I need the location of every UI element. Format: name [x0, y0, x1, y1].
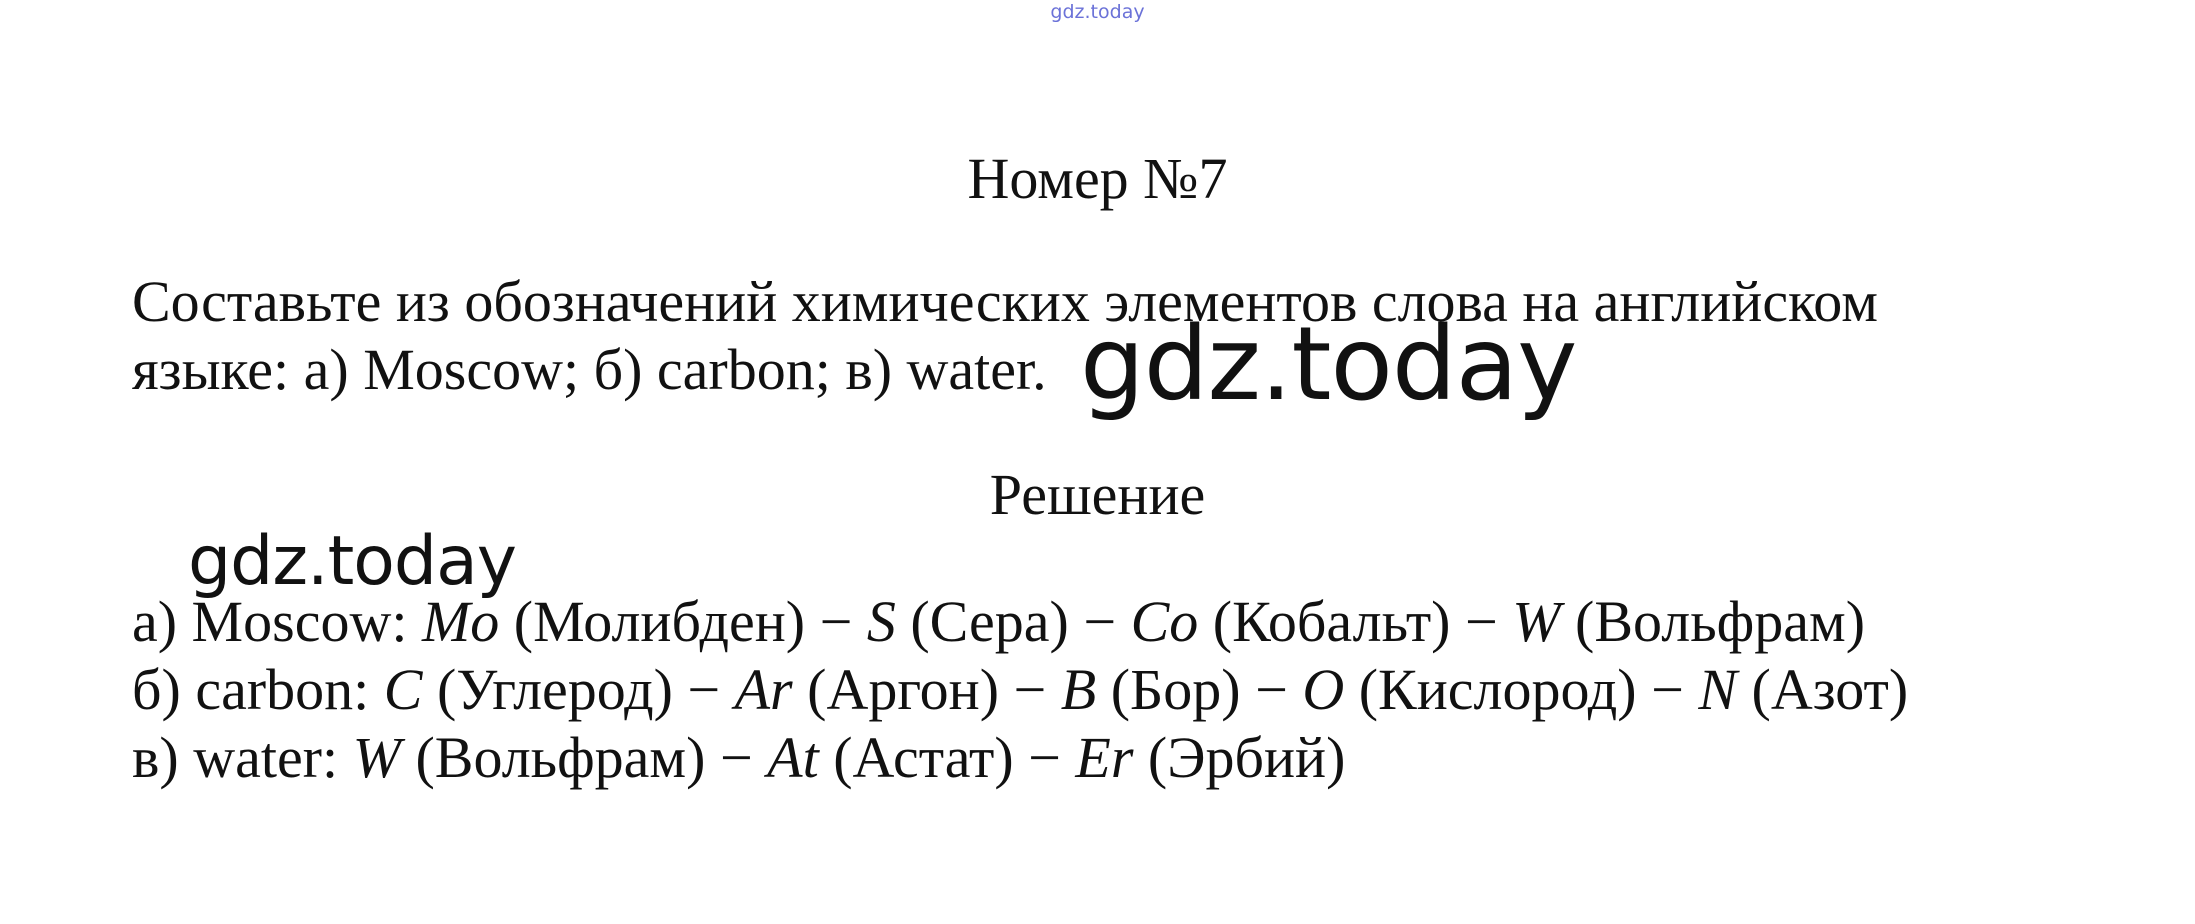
element-name: (Астат): [818, 725, 1014, 790]
answer-list: [132, 588, 1908, 792]
element-name: (Вольфрам): [400, 725, 706, 790]
element-symbol: B: [1060, 657, 1097, 722]
problem-statement: [132, 268, 1878, 404]
element-name: (Аргон): [792, 657, 1000, 722]
element-symbol: S: [866, 589, 896, 654]
element-symbol: W: [352, 725, 401, 790]
separator: −: [805, 589, 867, 654]
solution-title: Решение: [989, 462, 1206, 527]
separator: −: [672, 657, 735, 722]
element-symbol: N: [1698, 657, 1738, 722]
element-symbol: Er: [1075, 725, 1134, 790]
element-name: (Углерод): [422, 657, 673, 722]
element-name: (Молибден): [499, 589, 806, 654]
element-symbol: C: [383, 657, 423, 722]
separator: −: [1013, 725, 1076, 790]
element-symbol: Mo: [421, 589, 500, 654]
separator: −: [1240, 657, 1303, 722]
answer-line: [132, 656, 1908, 724]
answer-line: [132, 724, 1908, 792]
site-mark: gdz.today: [1050, 1, 1145, 23]
separator: −: [1636, 657, 1699, 722]
separator: −: [999, 657, 1061, 722]
watermark-small: gdz.today: [188, 522, 516, 601]
answer-prefix: б) carbon:: [132, 657, 384, 722]
element-name: (Азот): [1737, 657, 1909, 722]
element-symbol: O: [1302, 657, 1345, 722]
element-name: (Эрбий): [1133, 725, 1346, 790]
watermark-large: gdz.today: [1080, 305, 1577, 424]
answer-line: [132, 588, 1908, 656]
element-name: (Кислород): [1344, 657, 1637, 722]
element-symbol: W: [1512, 589, 1561, 654]
element-name: (Кобальт): [1198, 589, 1451, 654]
problem-text-line-1: Составьте из обозначений химических элементов слова на английском: [132, 269, 1878, 334]
element-name: (Вольфрам): [1560, 589, 1866, 654]
problem-title: Номер №7: [967, 146, 1228, 211]
element-name: (Бор): [1096, 657, 1241, 722]
separator: −: [1450, 589, 1513, 654]
answer-prefix: а) Moscow:: [132, 589, 422, 654]
element-name: (Сера): [895, 589, 1069, 654]
problem-text-line-2: языке: а) Moscow; б) carbon; в) water.: [132, 337, 1047, 402]
separator: −: [1068, 589, 1131, 654]
element-symbol: At: [767, 725, 819, 790]
answer-prefix: в) water:: [132, 725, 353, 790]
element-symbol: Ar: [734, 657, 793, 722]
element-symbol: Co: [1130, 589, 1199, 654]
separator: −: [705, 725, 768, 790]
